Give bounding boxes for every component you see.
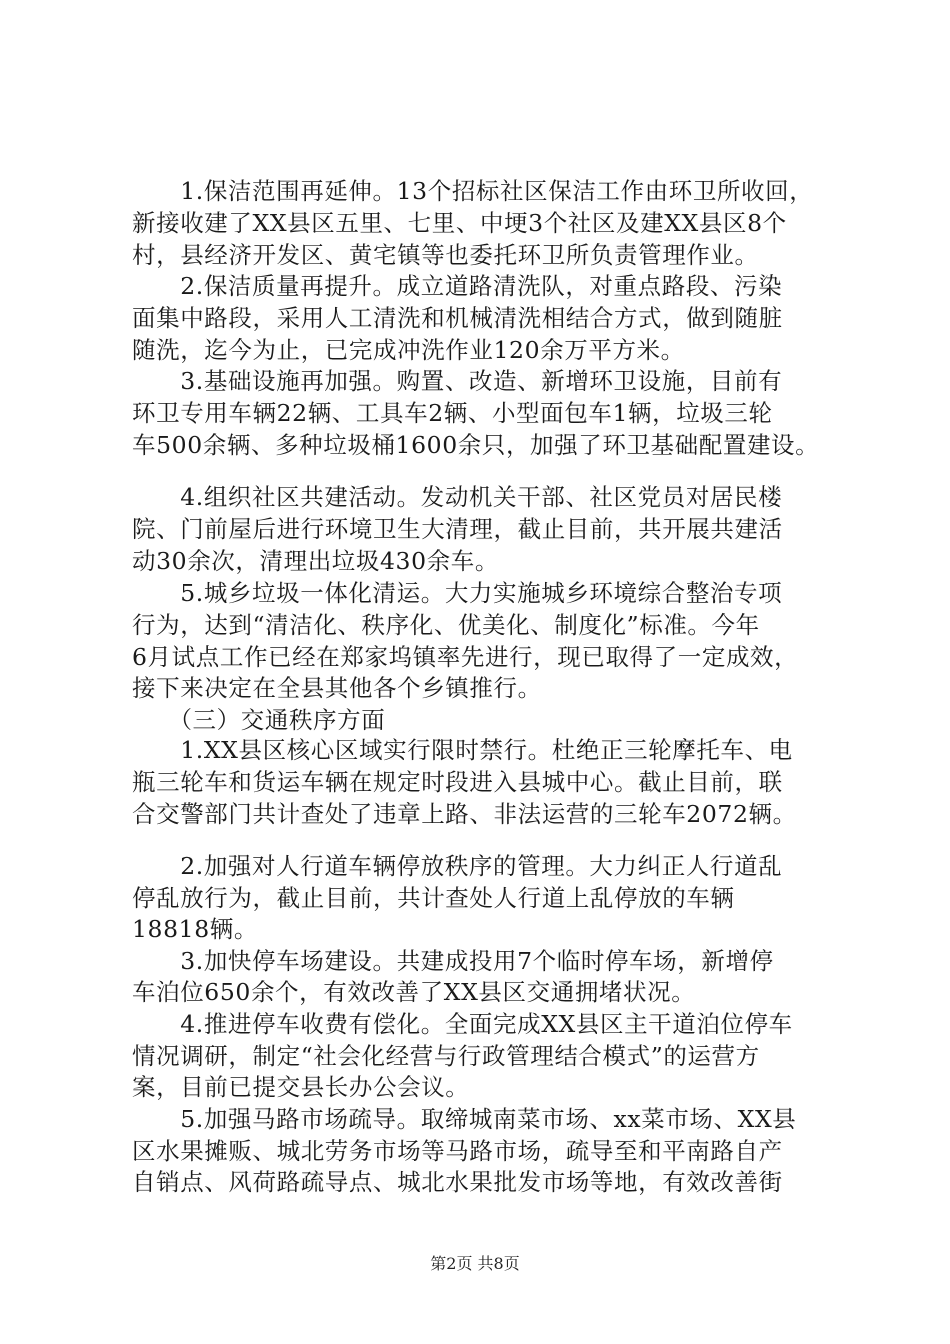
page-number-footer: 第2页 共8页: [430, 1254, 520, 1273]
paragraph-line: 行为，达到“清洁化、秩序化、优美化、制度化”标准。今年: [132, 611, 760, 639]
paragraph-line: 合交警部门共计查处了违章上路、非法运营的三轮车2072辆。: [132, 800, 797, 828]
paragraph-line: 1.XX县区核心区域实行限时禁行。杜绝正三轮摩托车、电: [132, 736, 793, 764]
paragraph-line: 3.加快停车场建设。共建成投用7个临时停车场，新增停: [132, 947, 774, 975]
paragraph-line: 动30余次，清理出垃圾430余车。: [132, 547, 499, 575]
paragraph-line: 面集中路段，采用人工清洗和机械清洗相结合方式，做到随脏: [132, 304, 783, 332]
paragraph-line: 5.城乡垃圾一体化清运。大力实施城乡环境综合整治专项: [132, 579, 783, 607]
paragraph-line: 4.推进停车收费有偿化。全面完成XX县区主干道泊位停车: [132, 1010, 793, 1038]
paragraph-line: 瓶三轮车和货运车辆在规定时段进入县城中心。截止目前，联: [132, 768, 783, 796]
paragraph-line: 区水果摊贩、城北劳务市场等马路市场，疏导至和平南路自产: [132, 1137, 783, 1165]
paragraph-line: 自销点、风荷路疏导点、城北水果批发市场等地，有效改善街: [132, 1168, 783, 1196]
paragraph-line: 院、门前屋后进行环境卫生大清理，截止目前，共开展共建活: [132, 515, 783, 543]
paragraph-line: 6月试点工作已经在郑家坞镇率先进行，现已取得了一定成效，: [132, 643, 799, 671]
paragraph-line: 1.保洁范围再延伸。13个招标社区保洁工作由环卫所收回，: [132, 177, 814, 205]
paragraph-line: 车500余辆、多种垃圾桶1600余只，加强了环卫基础配置建设。: [132, 431, 820, 459]
paragraph-line: 5.加强马路市场疏导。取缔城南菜市场、xx菜市场、XX县: [132, 1105, 797, 1133]
paragraph-line: 接下来决定在全县其他各个乡镇推行。: [132, 674, 542, 702]
paragraph-line: 案，目前已提交县长办公会议。: [132, 1073, 470, 1101]
paragraph-line: 2.保洁质量再提升。成立道路清洗队，对重点路段、污染: [132, 272, 783, 300]
paragraph-line: 车泊位650余个，有效改善了XX县区交通拥堵状况。: [132, 978, 696, 1006]
paragraph-line: 2.加强对人行道车辆停放秩序的管理。大力纠正人行道乱: [132, 852, 783, 880]
paragraph-line: （三）交通秩序方面: [132, 706, 386, 734]
paragraph-line: 随洗，迄今为止，已完成冲洗作业120余万平方米。: [132, 336, 685, 364]
paragraph-line: 情况调研，制定“社会化经营与行政管理结合模式”的运营方: [132, 1042, 760, 1070]
paragraph-line: 村，县经济开发区、黄宅镇等也委托环卫所负责管理作业。: [132, 241, 759, 269]
paragraph-line: 新接收建了XX县区五里、七里、中埂3个社区及建XX县区8个: [132, 209, 787, 237]
paragraph-line: 环卫专用车辆22辆、工具车2辆、小型面包车1辆，垃圾三轮: [132, 399, 773, 427]
paragraph-line: 18818辆。: [132, 915, 258, 943]
paragraph-line: 4.组织社区共建活动。发动机关干部、社区党员对居民楼: [132, 483, 783, 511]
paragraph-line: 3.基础设施再加强。购置、改造、新增环卫设施，目前有: [132, 367, 783, 395]
paragraph-line: 停乱放行为，截止目前，共计查处人行道上乱停放的车辆: [132, 884, 735, 912]
